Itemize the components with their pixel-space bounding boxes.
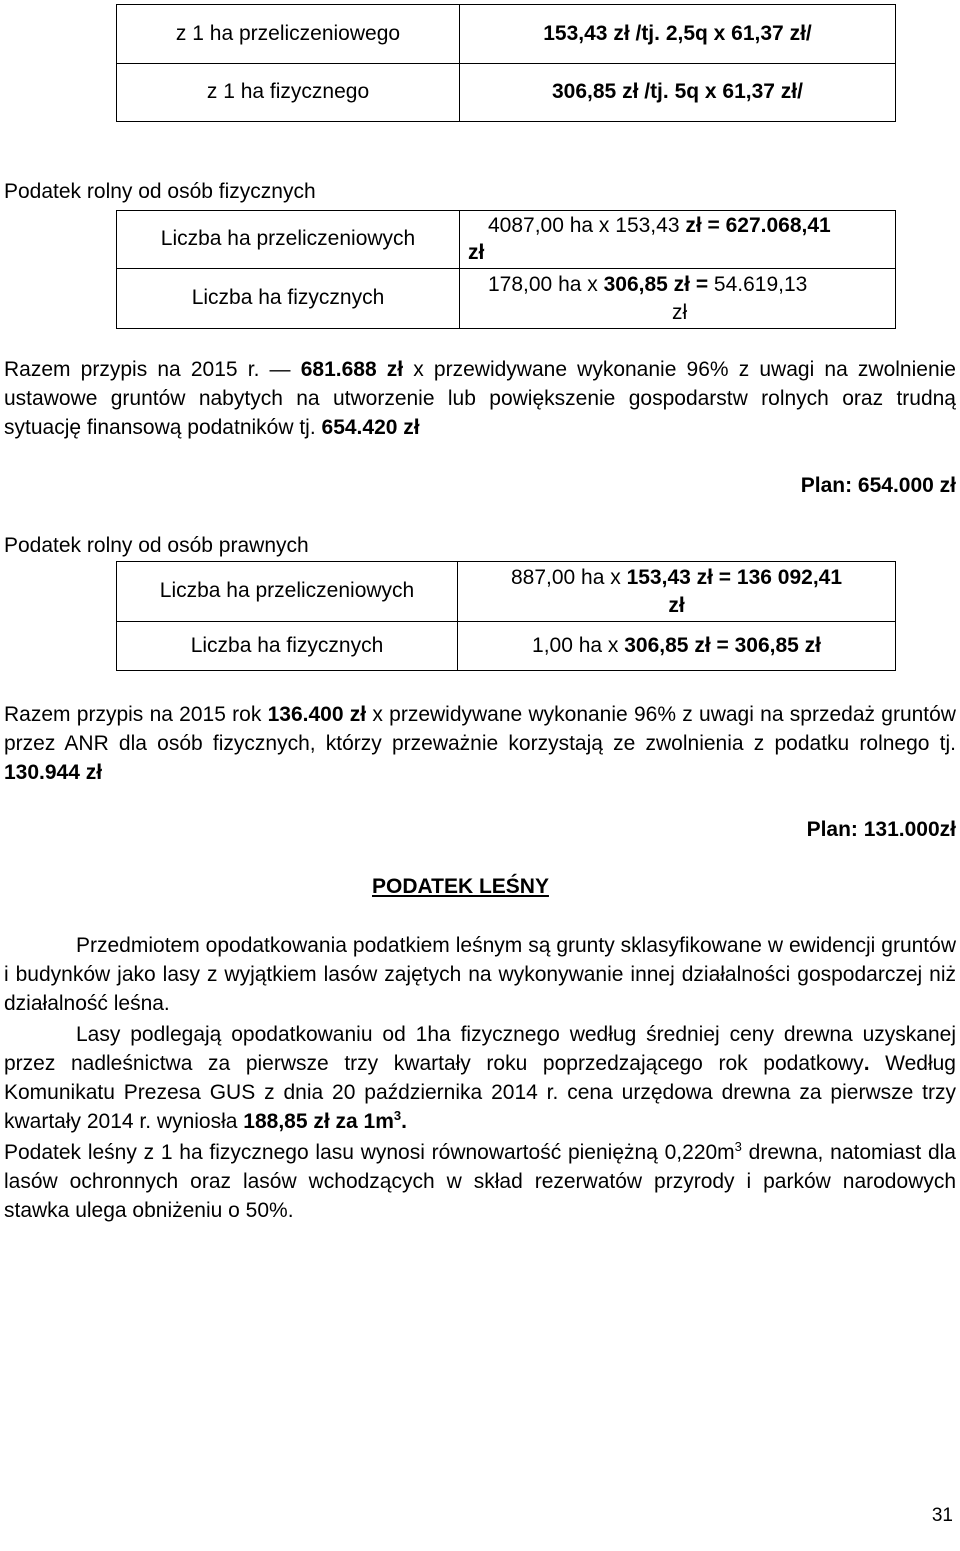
- forest-p3-a: Podatek leśny z 1 ha fizycznego lasu wynosi równowartość pieniężną 0,220m: [4, 1140, 735, 1164]
- legal-row2-value: [458, 622, 896, 671]
- forest-title: PODATEK LEŚNY: [372, 875, 549, 898]
- natural-row2-value: [460, 269, 896, 329]
- legal-summary-result: 130.944 zł: [4, 760, 103, 784]
- natural-row2-value-d: zł: [672, 300, 688, 324]
- legal-row1-label: Liczba ha przeliczeniowych: [117, 562, 458, 622]
- natural-row1-value-b: zł = 627.068,41: [685, 214, 831, 238]
- natural-row1-value: [460, 211, 896, 269]
- natural-summary-c: x przewidywane wykonanie 96% z uwagi na zwolnienie ustawowe gruntów nabytych na utworzenie lub powiększenie gospodarstw rolnych oraz trudną sytuację finansową podatników tj.: [4, 358, 956, 439]
- legal-summary-a: Razem przypis na 2015 rok: [4, 703, 268, 726]
- forest-paragraph-1: Przedmiotem opodatkowania podatkiem leśnym są grunty sklasyfikowane w ewidencji gruntów i budynków jako lasy z wyjątkiem lasów zajętych na wykonywanie innej działalności gospodarczej niż działalność leśna.: [4, 934, 956, 1015]
- forest-p2-price: 188,85 zł za 1m: [243, 1109, 394, 1133]
- natural-row2-value-b: 306,85 zł =: [603, 273, 709, 297]
- legal-heading: Podatek rolny od osób prawnych: [4, 534, 309, 557]
- rates-row2-label: z 1 ha fizycznego: [117, 64, 460, 122]
- legal-row1-value: [458, 562, 896, 622]
- rates-table: [116, 4, 896, 122]
- legal-plan: Plan: 131.000zł: [806, 818, 956, 841]
- page-number: 31: [931, 1505, 953, 1526]
- forest-p3-sup: 3: [734, 1138, 742, 1154]
- legal-row1-value-c: zł: [668, 593, 685, 617]
- natural-plan: Plan: 654.000 zł: [800, 474, 956, 497]
- natural-heading: Podatek rolny od osób fizycznych: [4, 180, 316, 203]
- forest-p2-sup: 3: [393, 1107, 402, 1123]
- legal-summary: [4, 701, 956, 788]
- forest-paragraph-3: [4, 1139, 956, 1226]
- natural-summary-result: 654.420 zł: [321, 415, 420, 439]
- rates-row2-value: 306,85 zł /tj. 5q x 61,37 zł/: [460, 64, 896, 122]
- forest-body: [4, 932, 956, 1226]
- legal-summary-c: x przewidywane wykonanie 96% z uwagi na sprzedaż gruntów przez ANR dla osób fizycznych, którzy przeważnie korzystają ze zwolnienia z podatku rolnego tj.: [4, 703, 956, 755]
- forest-p2-a: Lasy podlegają opodatkowaniu od 1ha fizycznego według średniej ceny drewna uzyskanej przez nadleśnictwa za pierwsze trzy kwartały roku poprzedzającego rok podatkowy: [4, 1022, 956, 1075]
- natural-summary-a: Razem przypis na 2015 r. —: [4, 358, 301, 381]
- natural-row1-value-c: zł: [468, 240, 485, 264]
- natural-row2-value-c: 54.619,13: [708, 273, 808, 297]
- forest-p2-b: .: [863, 1051, 870, 1075]
- rates-row1-value: 153,43 zł /tj. 2,5q x 61,37 zł/: [460, 5, 896, 64]
- legal-summary-total: 136.400 zł: [267, 703, 367, 726]
- natural-row2-label: Liczba ha fizycznych: [117, 269, 460, 329]
- natural-summary: [4, 356, 956, 443]
- legal-row1-value-b: 153,43 zł = 136 092,41: [626, 566, 843, 590]
- legal-row2-value-b: 306,85 zł = 306,85 zł: [624, 633, 821, 657]
- natural-summary-total: 681.688 zł: [300, 358, 404, 381]
- legal-row2-label: Liczba ha fizycznych: [117, 622, 458, 671]
- forest-p2-e: .: [401, 1109, 407, 1133]
- forest-p2-c: Według Komunikatu Prezesa GUS z dnia 20 października 2014 r. cena urzędowa drewna za pierwsze trzy kwartały 2014 r. wyniosła: [4, 1051, 956, 1133]
- legal-row1-value-a: 887,00 ha x: [510, 566, 627, 590]
- legal-table: [116, 561, 896, 671]
- natural-row1-value-a: 4087,00 ha x 153,43: [488, 214, 686, 238]
- rates-row1-label: z 1 ha przeliczeniowego: [117, 5, 460, 64]
- forest-p3-b: drewna, natomiast dla lasów ochronnych oraz lasów wchodzących w skład rezerwatów przyrody i parków narodowych stawka ulega obniżeniu o 50%.: [4, 1140, 956, 1222]
- natural-table: [116, 210, 896, 329]
- natural-row1-label: Liczba ha przeliczeniowych: [117, 211, 460, 269]
- forest-paragraph-2: [4, 1021, 956, 1137]
- legal-row2-value-a: 1,00 ha x: [532, 633, 625, 657]
- natural-row2-value-a: 178,00 ha x: [488, 273, 604, 297]
